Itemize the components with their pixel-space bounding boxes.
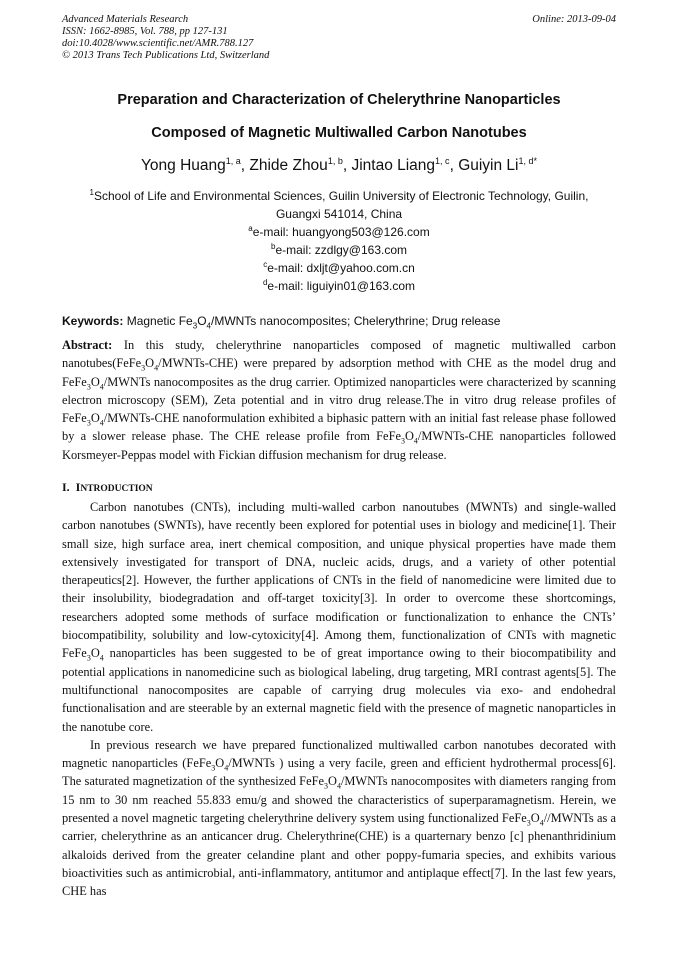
issn-line: ISSN: 1662-8985, Vol. 788, pp 127-131 [62, 26, 228, 37]
formula-fe3o4: $Fe_3O_4$ [74, 411, 104, 428]
formula-fe3o4: $Fe_3O_4$ [311, 774, 341, 791]
paragraph-1: Carbon nanotubes (CNTs), including multi-walled carbon nanoutubes (MWNTs) and single-walled carbon nanotubes (SWNTs), have recently been explored for potential uses in biology and medicine[1]. Their small size, high surface area, inert chemical composition, and unique physical properties have made them extensively investigated for transport of DNA, nucleic acids, drugs, and a variety of other potential therapeutics[2]. However, the further applications of CNTs in the field of nanomedicine were limited due to their insolubility, biodegradation and off-target toxicity[3]. In order to overcome these shortcomings, researchers adopted some methods of surface modification or functionalization to enhance the CNTs’ biocompatibility, solubility and low-cytoxicity[4]. Among them, functionalization of CNTs with magnetic $FeFe_3O_4$ nanoparticles has been suggested to be of great importance owing to their biocompatibility and potential applications in nanomedicine such as biological labeling, drug targeting, MRI contrast agents[5]. The multifunctional nanocomposites are capable of carrying drug molecules via exo- and endohedral functionalisation and are steerable by an external magnetic field with the presence of magnetic nanoparticles in the nanotube core. [62, 500, 616, 734]
email-d: $^d$e-mail: liguiyin01@163.com [262, 278, 416, 293]
keywords-label: Keywords: [62, 314, 124, 328]
author-list: Yong Huang$^{1, a}$, Zhide Zhou$^{1, b}$, Jintao Liang$^{1, c}$, Guiyin $Li^{1, d*}$ [140, 155, 538, 174]
formula-fe3o4: $Fe_3O_4$ [514, 811, 544, 828]
journal-name: Advanced Materials Research [62, 14, 189, 25]
affiliation-line2: Guangxi 541014, China [275, 207, 403, 221]
affiliation-line1: School of Life and Environmental Sciences, Guilin University of Electronic Technology, Guilin, [93, 189, 589, 203]
doi-line: doi:10.4028/www.scientific.net/AMR.788.127 [62, 38, 254, 49]
paper-title-line1: Preparation and Characterization of Chelerythrine Nanoparticles [117, 92, 561, 108]
author-sup: 1, a [225, 155, 241, 166]
formula-fe3o4: $Fe_3O_4$ [198, 756, 229, 773]
author: Zhide Zhou [249, 157, 328, 174]
formula-fe3o4: $Fe_3O_4$ [388, 429, 418, 446]
abstract-label: Abstract: [62, 338, 113, 352]
affiliation: $^1$School of Life and Environmental Sciences, Guilin University of Electronic Technology, Guilin, Guangxi 541014, China $^a$e-mail: huangyong503@126.com $^b$e-mail: zzdlgy@163.com $^c$e-mail: dxljt@yahoo.com.cn $^d$e-mail: liguiyin01@163.com [62, 187, 616, 295]
email-b: $^b$e-mail: zzdlgy@163.com [270, 242, 407, 257]
formula-fe3o4: $Fe_3O_4$ [74, 646, 104, 663]
section-heading-introduction: I. INTRODUCTION [62, 480, 153, 494]
abstract: Abstract: In this study, chelerythrine nanoparticles composed of magnetic multiwalled carbon $nanotubes(FeFe_3O_4/MWNTs-CHE)$ were prepared by adsorption method with CHE as the model drug and $FeFe_3O_4$/MWNTs nanocomposites as the drug carrier. Optimized nanoparticles were characterized by scanning electron microscopy (SEM), Zeta potential and in vitro drug release.The in vitro drug release profiles of $FeFe_3O_4/MWNTs$-CHE nanoformulation exhibited a biphasic pattern with an initial fast release phase followed by a slower release phase. The CHE release profile from $FeFe_3O_4/MWNTs$-CHE nanoparticles followed Korsmeyer-Peppas model with Fickian diffusion mechanism for drug release. [62, 338, 616, 462]
author-sup: 1, c [435, 155, 450, 166]
paper-title-line2: Composed of Magnetic Multiwalled Carbon Nanotubes [151, 125, 527, 141]
keywords: Keywords: Magnetic $Fe_3O_4$/MWNTs nanocomposites; Chelerythrine; Drug release [62, 314, 501, 331]
email-a: $^a$e-mail: huangyong503@126.com [248, 224, 430, 239]
paragraph-2: In previous research we have prepared functionalized multiwalled carbon nanotubes decorated with magnetic nanoparticles ($FeFe_3O_4$/MWNTs ) using a very facile, green and efficient hydrothermal process[6]. The saturated magnetization of the synthesized $FeFe_3O_4$/MWNTs nanocomposites with diameters ranging from 15 nm to 30 nm reached 55.833 emu/g and showed the characteristics of superparamagnetism. Herein, we presented a novel magnetic targeting chelerythrine delivery system using functionalized $FeFe_3O_4/$/MWNTs as a carrier, chelerythrine as an anticancer drug. Chelerythrine(CHE) is a quarternary benzo [c] phenanthridinium alkaloids derived from the greater celandine plant and other poppy-fumaria species, and exhibits various bioactivities such as antimicrobial, anti-inflammatory, antitumor and antiplaque effect[7]. In the last few years, CHE has [62, 737, 616, 899]
author-sup: 1, d* [518, 155, 538, 166]
author: Guiyin Li [458, 157, 519, 174]
author: Yong Huang [140, 157, 226, 174]
author: Jintao Liang [351, 157, 436, 174]
email-c: $^c$e-mail: dxljt@yahoo.com.cn [263, 260, 415, 275]
formula-fe3o4: $Fe_3O_4$ [128, 356, 159, 373]
author-sup: 1, b [327, 155, 343, 166]
online-date: Online: 2013-09-04 [532, 14, 616, 25]
copyright-line: © 2013 Trans Tech Publications Ltd, Switzerland [62, 50, 270, 61]
formula-fe3o4: $Fe_3O_4$ [74, 374, 104, 392]
introduction-body [62, 498, 616, 901]
journal-header [62, 14, 616, 62]
